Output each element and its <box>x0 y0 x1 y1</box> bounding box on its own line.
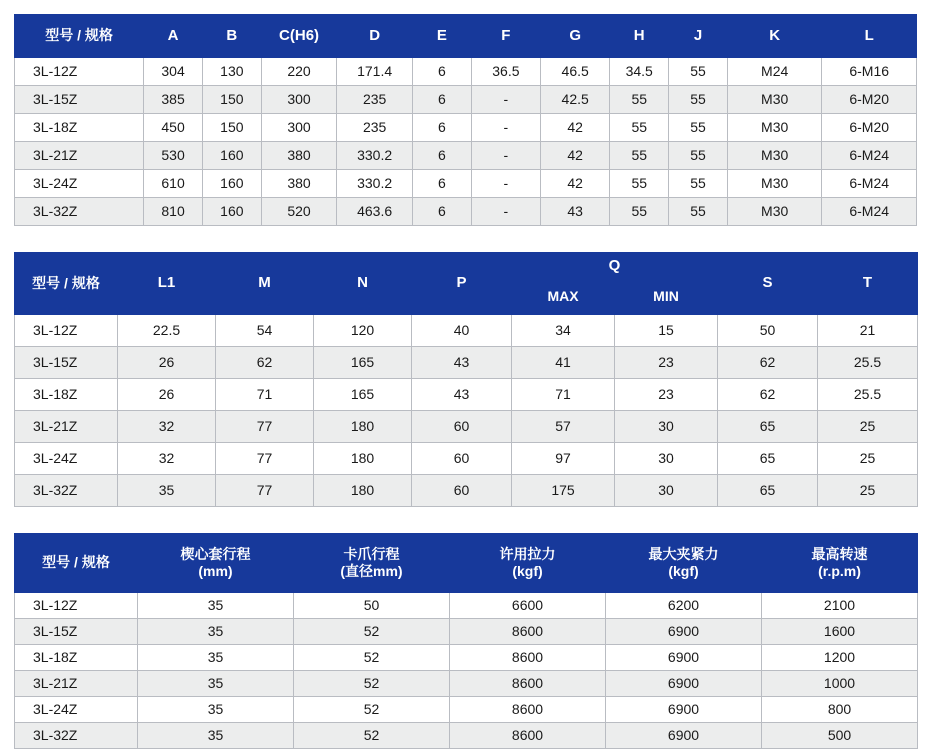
table-row <box>15 593 918 619</box>
cell-d: 463.6 <box>337 198 413 226</box>
cell-q-min: 15 <box>615 315 718 347</box>
table-row <box>15 379 918 411</box>
cell-g: 42 <box>541 114 610 142</box>
column-header-max-gripping-force-unit: (kgf) <box>668 563 699 579</box>
cell-f: - <box>471 114 540 142</box>
cell-allowable-draw-force: 8600 <box>450 619 606 645</box>
cell-l: 6-M20 <box>822 86 917 114</box>
cell-model: 3L-15Z <box>15 347 118 379</box>
cell-l: 6-M24 <box>822 170 917 198</box>
column-header-l1: L1 <box>118 253 216 315</box>
column-header-max-speed-unit: (r.p.m) <box>818 563 861 579</box>
cell-max-gripping-force: 6900 <box>606 619 762 645</box>
cell-c: 300 <box>261 86 337 114</box>
cell-h: 55 <box>610 198 669 226</box>
column-header-m: M <box>216 253 314 315</box>
cell-l1: 26 <box>118 347 216 379</box>
column-header-model: 型号 / 规格 <box>15 15 144 58</box>
cell-b: 160 <box>202 198 261 226</box>
cell-q-min: 23 <box>615 379 718 411</box>
column-header-max-gripping-force <box>606 534 762 593</box>
cell-d: 330.2 <box>337 142 413 170</box>
cell-n: 180 <box>314 475 412 507</box>
cell-q-min: 30 <box>615 475 718 507</box>
table-row <box>15 315 918 347</box>
cell-model: 3L-21Z <box>15 142 144 170</box>
cell-j: 55 <box>669 114 728 142</box>
cell-e: 6 <box>412 114 471 142</box>
cell-allowable-draw-force: 8600 <box>450 645 606 671</box>
cell-b: 150 <box>202 114 261 142</box>
cell-k: M30 <box>727 86 822 114</box>
cell-max-gripping-force: 6900 <box>606 723 762 749</box>
column-header-model: 型号 / 规格 <box>15 253 118 315</box>
column-header-wedge-stroke-title: 楔心套行程 <box>180 545 251 562</box>
cell-max-speed: 500 <box>762 723 918 749</box>
column-header-d: D <box>337 15 413 58</box>
table-row <box>15 347 918 379</box>
cell-q-max: 57 <box>512 411 615 443</box>
cell-t: 25.5 <box>818 379 918 411</box>
cell-p: 40 <box>412 315 512 347</box>
cell-f: - <box>471 170 540 198</box>
cell-f: - <box>471 86 540 114</box>
cell-wedge-stroke: 35 <box>138 593 294 619</box>
cell-c: 300 <box>261 114 337 142</box>
column-header-s: S <box>718 253 818 315</box>
performance-table <box>14 533 918 749</box>
cell-model: 3L-18Z <box>15 379 118 411</box>
cell-s: 65 <box>718 443 818 475</box>
cell-j: 55 <box>669 142 728 170</box>
cell-j: 55 <box>669 86 728 114</box>
cell-model: 3L-21Z <box>15 671 138 697</box>
cell-model: 3L-12Z <box>15 593 138 619</box>
table-row <box>15 671 918 697</box>
cell-model: 3L-32Z <box>15 475 118 507</box>
column-header-f: F <box>471 15 540 58</box>
cell-jaw-stroke: 52 <box>294 671 450 697</box>
cell-m: 77 <box>216 475 314 507</box>
column-header-allowable-draw-force <box>450 534 606 593</box>
cell-p: 60 <box>412 475 512 507</box>
cell-t: 25.5 <box>818 347 918 379</box>
cell-max-speed: 1000 <box>762 671 918 697</box>
column-header-a: A <box>144 15 203 58</box>
cell-a: 304 <box>144 58 203 86</box>
cell-p: 60 <box>412 443 512 475</box>
cell-l1: 32 <box>118 411 216 443</box>
cell-f: 36.5 <box>471 58 540 86</box>
cell-l1: 26 <box>118 379 216 411</box>
cell-max-speed: 1200 <box>762 645 918 671</box>
cell-jaw-stroke: 52 <box>294 619 450 645</box>
cell-f: - <box>471 198 540 226</box>
cell-jaw-stroke: 52 <box>294 723 450 749</box>
cell-q-max: 41 <box>512 347 615 379</box>
cell-wedge-stroke: 35 <box>138 645 294 671</box>
cell-t: 25 <box>818 443 918 475</box>
cell-allowable-draw-force: 8600 <box>450 671 606 697</box>
cell-j: 55 <box>669 198 728 226</box>
cell-n: 165 <box>314 379 412 411</box>
cell-e: 6 <box>412 58 471 86</box>
table-row <box>15 619 918 645</box>
column-header-q-group: Q <box>512 253 718 280</box>
column-header-allowable-draw-force-title: 许用拉力 <box>499 545 556 562</box>
cell-n: 180 <box>314 443 412 475</box>
table-row <box>15 114 917 142</box>
cell-c: 220 <box>261 58 337 86</box>
cell-g: 46.5 <box>541 58 610 86</box>
column-header-max-speed-title: 最高转速 <box>811 545 868 562</box>
cell-p: 43 <box>412 379 512 411</box>
cell-q-max: 71 <box>512 379 615 411</box>
column-header-jaw-stroke <box>294 534 450 593</box>
dimensions-table <box>14 14 917 226</box>
cell-k: M24 <box>727 58 822 86</box>
column-header-c: C(H6) <box>261 15 337 58</box>
cell-l: 6-M24 <box>822 198 917 226</box>
cell-n: 165 <box>314 347 412 379</box>
cell-b: 160 <box>202 170 261 198</box>
cell-g: 42 <box>541 142 610 170</box>
cell-b: 130 <box>202 58 261 86</box>
cell-d: 330.2 <box>337 170 413 198</box>
column-header-j: J <box>669 15 728 58</box>
cell-model: 3L-32Z <box>15 198 144 226</box>
cell-n: 120 <box>314 315 412 347</box>
column-header-allowable-draw-force-unit: (kgf) <box>512 563 543 579</box>
column-header-model-title: 型号 / 规格 <box>42 554 110 571</box>
cell-k: M30 <box>727 170 822 198</box>
cell-l1: 35 <box>118 475 216 507</box>
cell-wedge-stroke: 35 <box>138 671 294 697</box>
cell-max-speed: 800 <box>762 697 918 723</box>
column-header-p: P <box>412 253 512 315</box>
cell-model: 3L-18Z <box>15 114 144 142</box>
cell-h: 34.5 <box>610 58 669 86</box>
table-row <box>15 170 917 198</box>
table-row <box>15 58 917 86</box>
cell-g: 42.5 <box>541 86 610 114</box>
column-header-n: N <box>314 253 412 315</box>
table-row <box>15 443 918 475</box>
table-header-row-top <box>15 253 918 280</box>
cell-model: 3L-15Z <box>15 86 144 114</box>
column-header-h: H <box>610 15 669 58</box>
cell-c: 380 <box>261 142 337 170</box>
cell-t: 25 <box>818 411 918 443</box>
cell-wedge-stroke: 35 <box>138 697 294 723</box>
cell-c: 380 <box>261 170 337 198</box>
dimensions-table-secondary <box>14 252 918 507</box>
cell-model: 3L-15Z <box>15 619 138 645</box>
cell-n: 180 <box>314 411 412 443</box>
cell-q-min: 30 <box>615 443 718 475</box>
table-row <box>15 697 918 723</box>
cell-c: 520 <box>261 198 337 226</box>
column-header-max-speed <box>762 534 918 593</box>
column-header-q-max: MAX <box>512 280 615 315</box>
cell-l1: 22.5 <box>118 315 216 347</box>
table-row <box>15 142 917 170</box>
cell-max-gripping-force: 6200 <box>606 593 762 619</box>
cell-m: 54 <box>216 315 314 347</box>
cell-g: 43 <box>541 198 610 226</box>
cell-a: 810 <box>144 198 203 226</box>
cell-l: 6-M20 <box>822 114 917 142</box>
cell-k: M30 <box>727 114 822 142</box>
column-header-max-gripping-force-title: 最大夹紧力 <box>648 545 719 562</box>
column-header-t: T <box>818 253 918 315</box>
cell-d: 171.4 <box>337 58 413 86</box>
cell-q-max: 34 <box>512 315 615 347</box>
cell-l1: 32 <box>118 443 216 475</box>
cell-max-speed: 1600 <box>762 619 918 645</box>
cell-q-min: 23 <box>615 347 718 379</box>
cell-l: 6-M24 <box>822 142 917 170</box>
column-header-k: K <box>727 15 822 58</box>
cell-allowable-draw-force: 6600 <box>450 593 606 619</box>
cell-b: 160 <box>202 142 261 170</box>
column-header-l: L <box>822 15 917 58</box>
cell-a: 530 <box>144 142 203 170</box>
table-row <box>15 198 917 226</box>
column-header-g: G <box>541 15 610 58</box>
cell-s: 65 <box>718 475 818 507</box>
cell-f: - <box>471 142 540 170</box>
cell-k: M30 <box>727 142 822 170</box>
cell-a: 385 <box>144 86 203 114</box>
cell-model: 3L-18Z <box>15 645 138 671</box>
column-header-q-min: MIN <box>615 280 718 315</box>
cell-s: 62 <box>718 347 818 379</box>
cell-a: 610 <box>144 170 203 198</box>
cell-k: M30 <box>727 198 822 226</box>
cell-max-gripping-force: 6900 <box>606 697 762 723</box>
cell-m: 71 <box>216 379 314 411</box>
cell-m: 77 <box>216 443 314 475</box>
cell-t: 25 <box>818 475 918 507</box>
cell-q-max: 175 <box>512 475 615 507</box>
cell-q-min: 30 <box>615 411 718 443</box>
cell-q-max: 97 <box>512 443 615 475</box>
table-header-row <box>15 15 917 58</box>
table-row <box>15 411 918 443</box>
cell-a: 450 <box>144 114 203 142</box>
cell-jaw-stroke: 50 <box>294 593 450 619</box>
column-header-b: B <box>202 15 261 58</box>
cell-d: 235 <box>337 114 413 142</box>
cell-model: 3L-32Z <box>15 723 138 749</box>
cell-model: 3L-24Z <box>15 697 138 723</box>
cell-wedge-stroke: 35 <box>138 619 294 645</box>
cell-e: 6 <box>412 86 471 114</box>
cell-max-gripping-force: 6900 <box>606 645 762 671</box>
cell-model: 3L-12Z <box>15 315 118 347</box>
cell-allowable-draw-force: 8600 <box>450 697 606 723</box>
cell-allowable-draw-force: 8600 <box>450 723 606 749</box>
table-row <box>15 475 918 507</box>
table-row <box>15 86 917 114</box>
cell-s: 65 <box>718 411 818 443</box>
cell-s: 62 <box>718 379 818 411</box>
cell-j: 55 <box>669 170 728 198</box>
cell-p: 43 <box>412 347 512 379</box>
cell-jaw-stroke: 52 <box>294 645 450 671</box>
cell-e: 6 <box>412 142 471 170</box>
cell-m: 62 <box>216 347 314 379</box>
cell-l: 6-M16 <box>822 58 917 86</box>
cell-jaw-stroke: 52 <box>294 697 450 723</box>
column-header-e: E <box>412 15 471 58</box>
column-header-wedge-stroke-unit: (mm) <box>198 563 233 579</box>
cell-h: 55 <box>610 86 669 114</box>
cell-max-gripping-force: 6900 <box>606 671 762 697</box>
cell-e: 6 <box>412 198 471 226</box>
cell-h: 55 <box>610 114 669 142</box>
cell-j: 55 <box>669 58 728 86</box>
table-row <box>15 645 918 671</box>
cell-model: 3L-24Z <box>15 443 118 475</box>
cell-e: 6 <box>412 170 471 198</box>
cell-model: 3L-21Z <box>15 411 118 443</box>
table-row <box>15 723 918 749</box>
cell-b: 150 <box>202 86 261 114</box>
cell-model: 3L-24Z <box>15 170 144 198</box>
cell-m: 77 <box>216 411 314 443</box>
cell-max-speed: 2100 <box>762 593 918 619</box>
cell-s: 50 <box>718 315 818 347</box>
column-header-model <box>15 534 138 593</box>
cell-h: 55 <box>610 170 669 198</box>
column-header-jaw-stroke-title: 卡爪行程 <box>343 545 400 562</box>
cell-t: 21 <box>818 315 918 347</box>
cell-p: 60 <box>412 411 512 443</box>
cell-wedge-stroke: 35 <box>138 723 294 749</box>
cell-model: 3L-12Z <box>15 58 144 86</box>
column-header-jaw-stroke-unit: (直径mm) <box>340 563 403 579</box>
cell-g: 42 <box>541 170 610 198</box>
cell-d: 235 <box>337 86 413 114</box>
table-header-row <box>15 534 918 593</box>
column-header-wedge-stroke <box>138 534 294 593</box>
cell-h: 55 <box>610 142 669 170</box>
